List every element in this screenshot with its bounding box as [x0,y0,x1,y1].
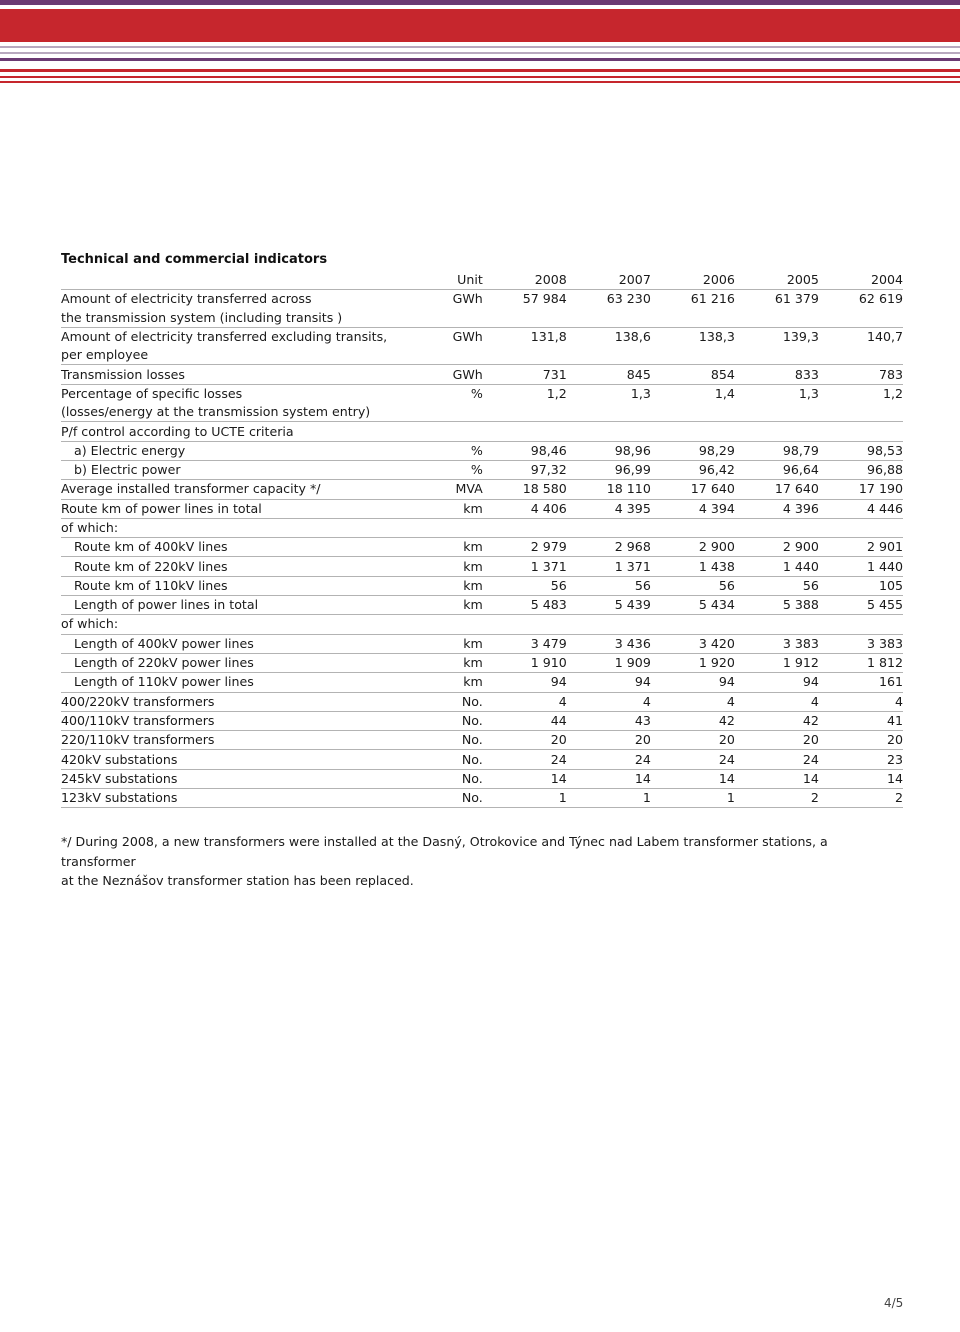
row-value: 56 [483,576,567,595]
row-unit [444,518,483,537]
row-label: 400/220kV transformers [61,692,444,711]
row-value [651,422,735,441]
row-value: 4 395 [567,499,651,518]
row-label: 420kV substations [61,750,444,769]
row-value: 138,3 [651,327,735,346]
row-label: b) Electric power [61,460,444,479]
table-row [61,327,903,346]
row-value: 14 [651,769,735,788]
row-value: 1 912 [735,653,819,672]
row-label: Average installed transformer capacity */ [61,480,444,499]
row-value [567,615,651,634]
row-value: 783 [819,365,903,384]
table-row [61,403,903,422]
column-header-unit: Unit [457,272,483,288]
table-row [61,384,903,403]
row-unit: GWh [444,290,483,309]
row-value: 98,46 [483,441,567,460]
row-value: 97,32 [483,460,567,479]
row-value: 42 [651,711,735,730]
row-value [735,309,819,328]
row-label: Transmission losses [61,365,444,384]
column-header-year: 2005 [786,272,819,288]
row-value: 98,53 [819,441,903,460]
table-row [61,692,903,711]
row-label: Route km of 400kV lines [61,538,444,557]
row-unit: % [444,441,483,460]
row-value: 61 216 [651,290,735,309]
row-value [567,422,651,441]
row-value [735,615,819,634]
row-unit: No. [444,789,483,808]
row-value: 98,96 [567,441,651,460]
table-row [61,290,903,309]
row-value: 96,64 [735,460,819,479]
row-value: 1 [567,789,651,808]
header-stripe-red [0,69,960,72]
row-value: 3 383 [819,634,903,653]
row-label: 400/110kV transformers [61,711,444,730]
row-unit: GWh [444,365,483,384]
row-unit [444,422,483,441]
row-value [819,422,903,441]
table-row [61,615,903,634]
row-value: 1 440 [735,557,819,576]
row-value: 1 440 [819,557,903,576]
row-value: 2 [735,789,819,808]
row-value [819,518,903,537]
row-value: 854 [651,365,735,384]
row-value: 4 [735,692,819,711]
row-unit [444,403,483,422]
row-unit: No. [444,750,483,769]
row-label: Amount of electricity transferred excluding transits, [61,327,444,346]
row-value [567,346,651,365]
row-value [483,346,567,365]
row-value: 4 [567,692,651,711]
header-stripe-lavender [0,46,960,48]
row-value: 105 [819,576,903,595]
table-row [61,789,903,808]
column-header-year: 2006 [702,272,735,288]
row-value: 1,3 [735,384,819,403]
row-value: 5 434 [651,596,735,615]
row-value: 17 190 [819,480,903,499]
row-value: 2 901 [819,538,903,557]
row-value: 94 [735,673,819,692]
row-value: 61 379 [735,290,819,309]
row-value: 41 [819,711,903,730]
row-value: 94 [567,673,651,692]
header-stripe-purple [0,58,960,61]
row-value: 96,88 [819,460,903,479]
column-header-year: 2008 [534,272,567,288]
row-value: 833 [735,365,819,384]
row-value [819,615,903,634]
row-label: Percentage of specific losses [61,384,444,403]
row-label: Route km of 220kV lines [61,557,444,576]
row-value [819,403,903,422]
row-unit [444,309,483,328]
row-unit: km [444,634,483,653]
table-row [61,711,903,730]
row-unit: km [444,653,483,672]
row-value: 1,2 [483,384,567,403]
row-label: of which: [61,518,444,537]
row-value: 4 [819,692,903,711]
row-value: 5 455 [819,596,903,615]
row-value: 2 [819,789,903,808]
row-label: per employee [61,347,149,363]
row-value [483,518,567,537]
row-label: Route km of 110kV lines [61,576,444,595]
row-value: 140,7 [819,327,903,346]
row-value: 139,3 [735,327,819,346]
row-value [651,615,735,634]
table-row [61,653,903,672]
row-value: 14 [483,769,567,788]
row-label: P/f control according to UCTE criteria [61,422,444,441]
row-value: 2 900 [735,538,819,557]
row-value: 1 [651,789,735,808]
row-value: 131,8 [483,327,567,346]
table-row [61,576,903,595]
row-value: 96,42 [651,460,735,479]
row-unit: MVA [444,480,483,499]
table-row [61,769,903,788]
row-value: 98,29 [651,441,735,460]
table-row [61,309,903,328]
row-unit: No. [444,692,483,711]
row-label: Amount of electricity transferred across [61,290,444,309]
row-label: of which: [61,615,444,634]
row-value [651,518,735,537]
row-value: 14 [819,769,903,788]
table-row [61,596,903,615]
row-value: 24 [735,750,819,769]
row-unit: No. [444,711,483,730]
row-value: 17 640 [651,480,735,499]
row-value [819,346,903,365]
row-value: 1 [483,789,567,808]
row-value: 20 [567,731,651,750]
table-row [61,346,903,365]
row-unit [444,346,483,365]
footnote [61,832,906,891]
row-value: 24 [651,750,735,769]
row-unit: km [444,596,483,615]
row-value [567,518,651,537]
row-value [651,309,735,328]
row-value: 1 910 [483,653,567,672]
row-value [651,403,735,422]
row-value: 63 230 [567,290,651,309]
row-value: 14 [735,769,819,788]
row-value: 5 388 [735,596,819,615]
row-unit: % [444,384,483,403]
row-value: 5 439 [567,596,651,615]
row-value [483,615,567,634]
row-value: 56 [567,576,651,595]
row-value: 2 968 [567,538,651,557]
row-value: 4 396 [735,499,819,518]
header-stripe-purple [0,0,960,5]
row-value: 1 371 [483,557,567,576]
row-value: 62 619 [819,290,903,309]
row-unit: GWh [444,327,483,346]
row-unit: No. [444,769,483,788]
row-value: 24 [483,750,567,769]
row-value [567,309,651,328]
row-label: 220/110kV transformers [61,731,444,750]
table-row [61,480,903,499]
table-row [61,557,903,576]
row-value: 1 371 [567,557,651,576]
footnote-line: at the Neznášov transformer station has been replaced. [61,873,414,888]
row-value: 4 394 [651,499,735,518]
row-value: 1 920 [651,653,735,672]
row-label: (losses/energy at the transmission system entry) [61,404,371,420]
row-value: 98,79 [735,441,819,460]
row-value: 20 [651,731,735,750]
indicators-table [61,271,903,808]
table-row [61,518,903,537]
row-value: 14 [567,769,651,788]
row-value: 1 909 [567,653,651,672]
column-header-year: 2004 [870,272,903,288]
row-value [735,518,819,537]
header-stripe-red [0,76,960,78]
row-value: 20 [819,731,903,750]
row-value: 56 [735,576,819,595]
row-value: 18 110 [567,480,651,499]
row-value: 20 [735,731,819,750]
row-value: 1 438 [651,557,735,576]
table-row [61,365,903,384]
row-unit: km [444,557,483,576]
row-value: 94 [651,673,735,692]
row-label: 245kV substations [61,769,444,788]
page-number: 4/5 [884,1296,904,1310]
row-value: 4 406 [483,499,567,518]
table-row [61,634,903,653]
row-unit [444,615,483,634]
row-unit: km [444,673,483,692]
table-row [61,731,903,750]
row-label: Length of 220kV power lines [61,653,444,672]
row-label: Route km of power lines in total [61,499,444,518]
table-row [61,673,903,692]
row-value: 731 [483,365,567,384]
row-value: 4 [651,692,735,711]
row-value: 56 [651,576,735,595]
row-value: 3 383 [735,634,819,653]
row-value: 2 900 [651,538,735,557]
row-value: 1,2 [819,384,903,403]
row-unit: km [444,499,483,518]
row-value: 2 979 [483,538,567,557]
row-value: 161 [819,673,903,692]
row-value: 3 479 [483,634,567,653]
row-value [735,422,819,441]
row-value: 5 483 [483,596,567,615]
row-value [735,346,819,365]
table-row [61,460,903,479]
row-label: the transmission system (including transits ) [61,309,343,325]
table-header-row [61,271,903,290]
row-value [819,309,903,328]
row-value: 94 [483,673,567,692]
row-label: a) Electric energy [61,441,444,460]
row-value: 845 [567,365,651,384]
row-value [483,403,567,422]
table-row [61,750,903,769]
row-value [651,346,735,365]
row-value: 1 812 [819,653,903,672]
header-band-red [0,9,960,42]
table-row [61,499,903,518]
row-value: 4 [483,692,567,711]
row-label: Length of 110kV power lines [61,673,444,692]
row-value: 1,3 [567,384,651,403]
row-value: 1,4 [651,384,735,403]
row-value: 3 436 [567,634,651,653]
header-label-cell [61,271,444,290]
table-row [61,538,903,557]
row-label: Length of power lines in total [61,596,444,615]
footnote-line: */ During 2008, a new transformers were installed at the Dasný, Otrokovice and Týnec nad Labem transformer stations, a transformer [61,834,828,869]
row-unit: No. [444,731,483,750]
row-value: 42 [735,711,819,730]
row-value: 20 [483,731,567,750]
header-stripe-red [0,81,960,83]
row-value [567,403,651,422]
row-value: 138,6 [567,327,651,346]
row-label: Length of 400kV power lines [61,634,444,653]
row-value [483,422,567,441]
row-value: 24 [567,750,651,769]
row-value: 43 [567,711,651,730]
row-value: 96,99 [567,460,651,479]
table-title: Technical and commercial indicators [61,252,328,267]
row-unit: km [444,538,483,557]
row-value [483,309,567,328]
row-unit: % [444,460,483,479]
row-label: 123kV substations [61,789,444,808]
row-value: 18 580 [483,480,567,499]
table-row [61,422,903,441]
column-header-year: 2007 [618,272,651,288]
header-stripe-lavender [0,52,960,54]
row-value [735,403,819,422]
row-value: 57 984 [483,290,567,309]
row-value: 44 [483,711,567,730]
row-value: 23 [819,750,903,769]
row-value: 17 640 [735,480,819,499]
row-value: 4 446 [819,499,903,518]
row-unit: km [444,576,483,595]
row-value: 3 420 [651,634,735,653]
table-row [61,441,903,460]
